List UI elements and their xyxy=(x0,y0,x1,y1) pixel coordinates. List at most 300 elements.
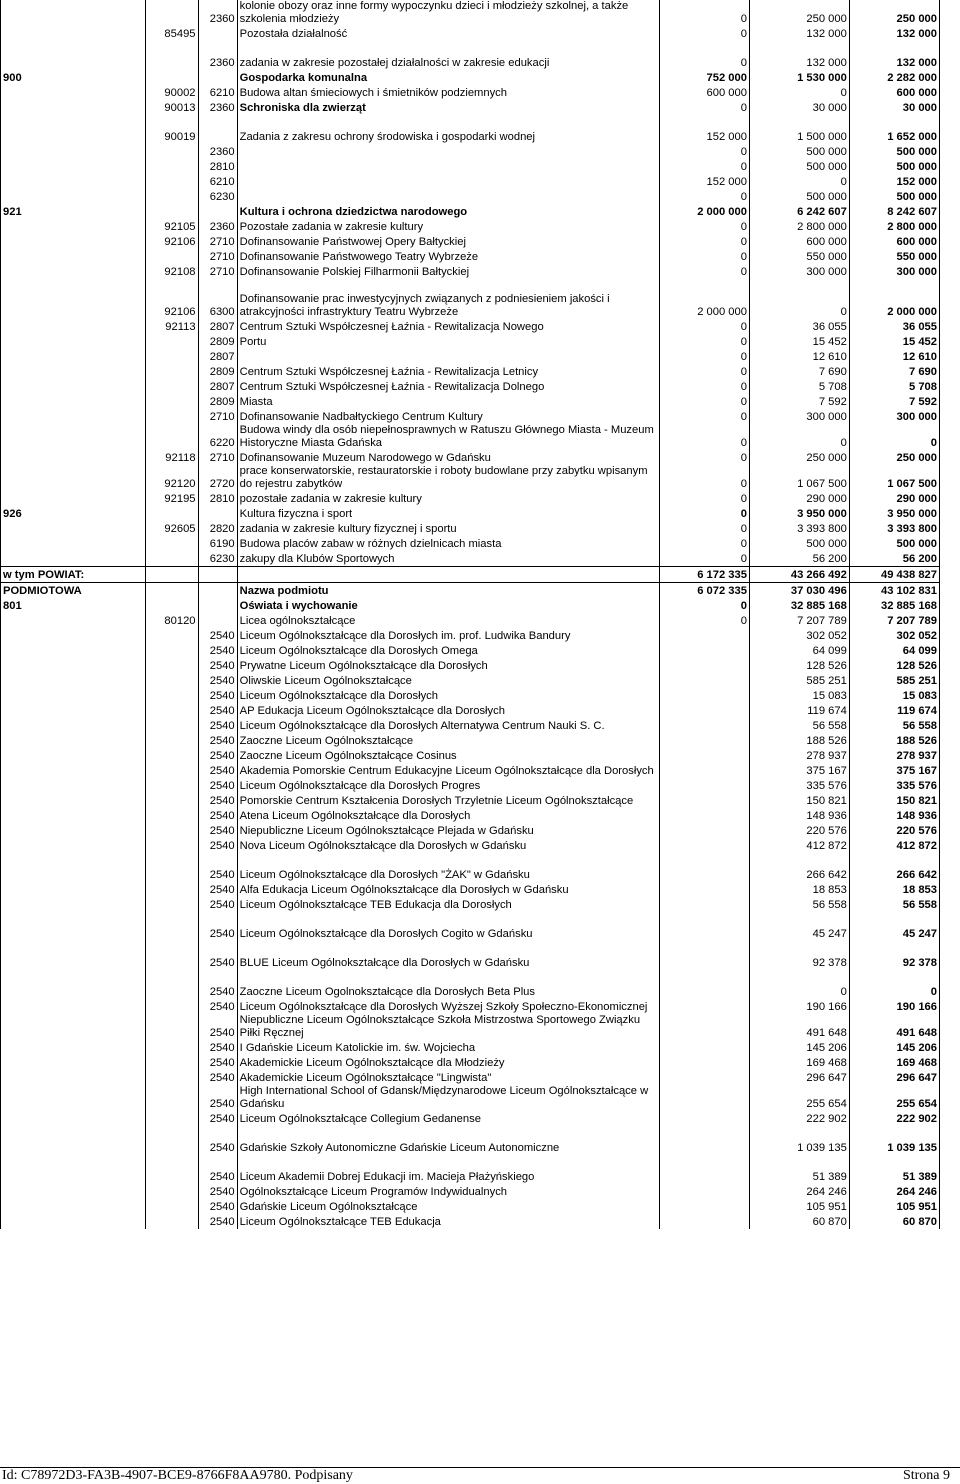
chapter-cell xyxy=(146,1126,198,1140)
chapter-cell: 90019 xyxy=(146,129,198,144)
total-cell: 500 000 xyxy=(849,144,939,159)
chapter-cell xyxy=(146,718,198,733)
amount-cell-2: 2 800 000 xyxy=(749,219,849,234)
chapter-cell xyxy=(146,853,198,867)
table-row xyxy=(1,1140,940,1155)
chapter-cell xyxy=(146,658,198,673)
amount-cell-2: 56 558 xyxy=(749,718,849,733)
amount-cell-2: 550 000 xyxy=(749,249,849,264)
total-cell xyxy=(849,941,939,955)
amount-cell-2: 0 xyxy=(749,293,849,319)
description-cell: Gdańskie Liceum Ogólnokształcące xyxy=(237,1199,659,1214)
section-cell xyxy=(1,628,146,643)
paragraph-cell: 2810 xyxy=(198,491,237,506)
amount-cell-1 xyxy=(659,912,749,926)
description-cell: Oliwskie Liceum Ogólnokształcące xyxy=(237,673,659,688)
paragraph-cell: 2540 xyxy=(198,823,237,838)
table-row xyxy=(1,70,940,85)
description-cell xyxy=(237,1126,659,1140)
amount-cell-1 xyxy=(659,1169,749,1184)
section-cell xyxy=(1,219,146,234)
amount-cell-2: 302 052 xyxy=(749,628,849,643)
amount-cell-1 xyxy=(659,658,749,673)
table-row xyxy=(1,144,940,159)
amount-cell-2: 1 530 000 xyxy=(749,70,849,85)
chapter-cell xyxy=(146,506,198,521)
section-cell: 921 xyxy=(1,204,146,219)
section-cell xyxy=(1,1184,146,1199)
amount-cell-1 xyxy=(659,853,749,867)
section-cell xyxy=(1,115,146,129)
description-cell: Centrum Sztuki Współczesnej Łaźnia - Rewitalizacja Nowego xyxy=(237,319,659,334)
total-cell: 150 821 xyxy=(849,793,939,808)
chapter-cell xyxy=(146,1184,198,1199)
chapter-cell xyxy=(146,823,198,838)
section-cell: 926 xyxy=(1,506,146,521)
total-cell: 290 000 xyxy=(849,491,939,506)
chapter-cell xyxy=(146,189,198,204)
section-cell xyxy=(1,349,146,364)
table-row xyxy=(1,1111,940,1126)
chapter-cell xyxy=(146,159,198,174)
amount-cell-1 xyxy=(659,1070,749,1085)
description-cell: Liceum Ogólnokształcące dla Dorosłych xyxy=(237,688,659,703)
section-cell xyxy=(1,673,146,688)
amount-cell-1: 0 xyxy=(659,424,749,450)
section-cell xyxy=(1,718,146,733)
amount-cell-2: 290 000 xyxy=(749,491,849,506)
total-cell: 2 000 000 xyxy=(849,293,939,319)
description-cell: Oświata i wychowanie xyxy=(237,598,659,613)
spacer-row xyxy=(1,941,940,955)
amount-cell-2: 15 083 xyxy=(749,688,849,703)
amount-cell-1: 0 xyxy=(659,100,749,115)
section-cell xyxy=(1,379,146,394)
section-cell xyxy=(1,867,146,882)
document-id: Id: C78972D3-FA3B-4907-BCE9-8766F8AA9780. Podpisany xyxy=(2,1468,353,1483)
description-cell: Liceum Ogólnokształcące Collegium Gedanense xyxy=(237,1111,659,1126)
total-cell: 45 247 xyxy=(849,926,939,941)
chapter-cell: 92108 xyxy=(146,264,198,279)
amount-cell-1 xyxy=(659,115,749,129)
description-cell xyxy=(237,567,659,583)
chapter-cell xyxy=(146,778,198,793)
description-cell: zadania w zakresie pozostałej działalności w zakresie edukacji xyxy=(237,55,659,70)
description-cell: Dofinansowanie Nadbałtyckiego Centrum Kultury xyxy=(237,409,659,424)
total-cell: 335 576 xyxy=(849,778,939,793)
amount-cell-2: 169 468 xyxy=(749,1055,849,1070)
total-cell: 2 282 000 xyxy=(849,70,939,85)
chapter-cell xyxy=(146,583,198,599)
description-cell xyxy=(237,941,659,955)
description-cell: Niepubliczne Liceum Ogólnokształcące Szkoła Mistrzostwa Sportowego Związku Piłki Ręcznej xyxy=(237,1014,659,1040)
chapter-cell xyxy=(146,748,198,763)
section-cell xyxy=(1,424,146,450)
section-cell xyxy=(1,55,146,70)
amount-cell-2: 375 167 xyxy=(749,763,849,778)
section-cell xyxy=(1,364,146,379)
description-cell: Dofinansowanie Państwowej Opery Bałtyckiej xyxy=(237,234,659,249)
table-row xyxy=(1,1184,940,1199)
section-cell xyxy=(1,897,146,912)
amount-cell-1: 0 xyxy=(659,409,749,424)
paragraph-cell xyxy=(198,941,237,955)
amount-cell-1: 0 xyxy=(659,189,749,204)
amount-cell-1: 0 xyxy=(659,159,749,174)
amount-cell-2: 6 242 607 xyxy=(749,204,849,219)
paragraph-cell: 2540 xyxy=(198,1169,237,1184)
paragraph-cell xyxy=(198,912,237,926)
section-cell xyxy=(1,838,146,853)
amount-cell-2: 250 000 xyxy=(749,0,849,26)
description-cell: Liceum Ogólnokształcące dla Dorosłych "ŻAK" w Gdańsku xyxy=(237,867,659,882)
paragraph-cell xyxy=(198,41,237,55)
description-cell: Liceum Ogólnokształcące dla Dorosłych Wyższej Szkoły Społeczno-Ekonomicznej xyxy=(237,999,659,1014)
amount-cell-2: 132 000 xyxy=(749,55,849,70)
description-cell: Zaoczne Liceum Ogólnokształcące xyxy=(237,733,659,748)
amount-cell-2: 266 642 xyxy=(749,867,849,882)
total-cell: 60 870 xyxy=(849,1214,939,1229)
paragraph-cell: 2540 xyxy=(198,673,237,688)
amount-cell-1: 0 xyxy=(659,521,749,536)
amount-cell-1 xyxy=(659,733,749,748)
amount-cell-1: 0 xyxy=(659,249,749,264)
amount-cell-2: 37 030 496 xyxy=(749,583,849,599)
section-cell xyxy=(1,793,146,808)
total-cell: 375 167 xyxy=(849,763,939,778)
chapter-cell xyxy=(146,70,198,85)
amount-cell-2: 5 708 xyxy=(749,379,849,394)
amount-cell-2: 500 000 xyxy=(749,144,849,159)
section-cell xyxy=(1,1199,146,1214)
paragraph-cell: 6210 xyxy=(198,85,237,100)
amount-cell-2: 250 000 xyxy=(749,450,849,465)
section-cell xyxy=(1,926,146,941)
description-cell: Miasta xyxy=(237,394,659,409)
amount-cell-1 xyxy=(659,41,749,55)
paragraph-cell: 2540 xyxy=(198,718,237,733)
amount-cell-2: 56 558 xyxy=(749,897,849,912)
amount-cell-1: 0 xyxy=(659,364,749,379)
table-row xyxy=(1,394,940,409)
amount-cell-2: 220 576 xyxy=(749,823,849,838)
description-cell: Gdańskie Szkoły Autonomiczne Gdańskie Liceum Autonomiczne xyxy=(237,1140,659,1155)
description-cell: Niepubliczne Liceum Ogólnokształcące Plejada w Gdańsku xyxy=(237,823,659,838)
spacer-row xyxy=(1,1126,940,1140)
total-cell: 49 438 827 xyxy=(849,567,939,583)
chapter-cell xyxy=(146,0,198,26)
chapter-cell xyxy=(146,1214,198,1229)
section-cell xyxy=(1,409,146,424)
total-cell: 92 378 xyxy=(849,955,939,970)
amount-cell-1: 752 000 xyxy=(659,70,749,85)
table-row xyxy=(1,897,940,912)
chapter-cell xyxy=(146,838,198,853)
amount-cell-2 xyxy=(749,41,849,55)
description-cell: Budowa placów zabaw w różnych dzielnicach miasta xyxy=(237,536,659,551)
chapter-cell: 90002 xyxy=(146,85,198,100)
total-cell: 7 592 xyxy=(849,394,939,409)
paragraph-cell: 2540 xyxy=(198,763,237,778)
paragraph-cell xyxy=(198,26,237,41)
amount-cell-1 xyxy=(659,643,749,658)
table-row xyxy=(1,1055,940,1070)
total-cell: 500 000 xyxy=(849,189,939,204)
amount-cell-2: 7 690 xyxy=(749,364,849,379)
paragraph-cell: 2540 xyxy=(198,658,237,673)
amount-cell-1 xyxy=(659,628,749,643)
section-cell xyxy=(1,26,146,41)
amount-cell-1 xyxy=(659,1014,749,1040)
amount-cell-1 xyxy=(659,1126,749,1140)
table-row xyxy=(1,204,940,219)
section-cell: w tym POWIAT: xyxy=(1,567,146,583)
description-cell: Schroniska dla zwierząt xyxy=(237,100,659,115)
table-row xyxy=(1,598,940,613)
table-row xyxy=(1,364,940,379)
amount-cell-2: 3 950 000 xyxy=(749,506,849,521)
section-cell xyxy=(1,491,146,506)
amount-cell-2 xyxy=(749,941,849,955)
amount-cell-1: 6 072 335 xyxy=(659,583,749,599)
description-cell xyxy=(237,159,659,174)
description-cell: prace konserwatorskie, restauratorskie i roboty budowlane przy zabytku wpisanym do rejestru zabytków xyxy=(237,465,659,491)
paragraph-cell: 2540 xyxy=(198,1014,237,1040)
amount-cell-2: 45 247 xyxy=(749,926,849,941)
total-cell: 255 654 xyxy=(849,1085,939,1111)
section-cell xyxy=(1,85,146,100)
total-cell: 302 052 xyxy=(849,628,939,643)
section-cell xyxy=(1,465,146,491)
total-cell: 188 526 xyxy=(849,733,939,748)
description-cell: zakupy dla Klubów Sportowych xyxy=(237,551,659,567)
total-cell: 300 000 xyxy=(849,409,939,424)
description-cell: Licea ogólnokształcące xyxy=(237,613,659,628)
description-cell xyxy=(237,912,659,926)
total-cell: 222 902 xyxy=(849,1111,939,1126)
paragraph-cell: 2710 xyxy=(198,450,237,465)
section-cell xyxy=(1,234,146,249)
section-cell xyxy=(1,823,146,838)
section-cell xyxy=(1,129,146,144)
amount-cell-1 xyxy=(659,1155,749,1169)
chapter-cell xyxy=(146,279,198,293)
paragraph-cell: 2540 xyxy=(198,1055,237,1070)
amount-cell-2: 222 902 xyxy=(749,1111,849,1126)
paragraph-cell xyxy=(198,583,237,599)
amount-cell-1: 6 172 335 xyxy=(659,567,749,583)
chapter-cell xyxy=(146,1055,198,1070)
total-cell: 145 206 xyxy=(849,1040,939,1055)
table-row xyxy=(1,1085,940,1111)
amount-cell-1 xyxy=(659,882,749,897)
amount-cell-2 xyxy=(749,279,849,293)
amount-cell-1 xyxy=(659,1199,749,1214)
total-cell: 500 000 xyxy=(849,159,939,174)
description-cell: zadania w zakresie kultury fizycznej i sportu xyxy=(237,521,659,536)
amount-cell-2: 500 000 xyxy=(749,159,849,174)
table-row xyxy=(1,926,940,941)
chapter-cell xyxy=(146,364,198,379)
chapter-cell xyxy=(146,673,198,688)
table-row xyxy=(1,748,940,763)
amount-cell-1: 152 000 xyxy=(659,129,749,144)
amount-cell-2: 7 207 789 xyxy=(749,613,849,628)
amount-cell-2: 600 000 xyxy=(749,234,849,249)
amount-cell-2: 60 870 xyxy=(749,1214,849,1229)
table-row xyxy=(1,100,940,115)
amount-cell-1 xyxy=(659,688,749,703)
chapter-cell xyxy=(146,394,198,409)
paragraph-cell: 6220 xyxy=(198,424,237,450)
total-cell: 2 800 000 xyxy=(849,219,939,234)
amount-cell-1: 0 xyxy=(659,394,749,409)
description-cell xyxy=(237,349,659,364)
description-cell: Nova Liceum Ogólnokształcące dla Dorosłych w Gdańsku xyxy=(237,838,659,853)
table-row xyxy=(1,733,940,748)
amount-cell-1: 0 xyxy=(659,26,749,41)
amount-cell-2: 145 206 xyxy=(749,1040,849,1055)
section-cell xyxy=(1,1085,146,1111)
paragraph-cell: 2360 xyxy=(198,0,237,26)
amount-cell-2: 119 674 xyxy=(749,703,849,718)
description-cell: Atena Liceum Ogólnokształcące dla Dorosłych xyxy=(237,808,659,823)
description-cell xyxy=(237,1155,659,1169)
section-cell xyxy=(1,1055,146,1070)
table-row xyxy=(1,999,940,1014)
description-cell: kolonie obozy oraz inne formy wypoczynku dzieci i młodzieży szkolnej, a także szkolenia młodzieży xyxy=(237,0,659,26)
amount-cell-2: 0 xyxy=(749,424,849,450)
paragraph-cell: 2540 xyxy=(198,808,237,823)
paragraph-cell: 2540 xyxy=(198,1085,237,1111)
section-cell xyxy=(1,264,146,279)
total-cell: 1 652 000 xyxy=(849,129,939,144)
amount-cell-1 xyxy=(659,867,749,882)
amount-cell-1 xyxy=(659,718,749,733)
amount-cell-1 xyxy=(659,703,749,718)
amount-cell-2: 335 576 xyxy=(749,778,849,793)
description-cell xyxy=(237,853,659,867)
description-cell: Akademia Pomorskie Centrum Edukacyjne Liceum Ogólnokształcące dla Dorosłych xyxy=(237,763,659,778)
amount-cell-1 xyxy=(659,897,749,912)
description-cell xyxy=(237,279,659,293)
table-row xyxy=(1,867,940,882)
amount-cell-2: 278 937 xyxy=(749,748,849,763)
amount-cell-1 xyxy=(659,955,749,970)
description-cell: Zaoczne Liceum Ogolnokształcące dla Dorosłych Beta Plus xyxy=(237,984,659,999)
table-row xyxy=(1,1070,940,1085)
table-row xyxy=(1,1214,940,1229)
total-cell xyxy=(849,912,939,926)
paragraph-cell: 2540 xyxy=(198,628,237,643)
description-cell: Centrum Sztuki Współczesnej Łaźnia - Rewitalizacja Dolnego xyxy=(237,379,659,394)
paragraph-cell: 2710 xyxy=(198,234,237,249)
total-cell: 1 067 500 xyxy=(849,465,939,491)
section-cell xyxy=(1,1111,146,1126)
amount-cell-1: 0 xyxy=(659,55,749,70)
amount-cell-1: 0 xyxy=(659,551,749,567)
description-cell: Akademickie Liceum Ogólnokształcące "Lingwista" xyxy=(237,1070,659,1085)
section-cell xyxy=(1,778,146,793)
amount-cell-2: 3 393 800 xyxy=(749,521,849,536)
section-cell xyxy=(1,1169,146,1184)
spacer-row xyxy=(1,912,940,926)
amount-cell-1 xyxy=(659,673,749,688)
description-cell xyxy=(237,970,659,984)
table-row xyxy=(1,583,940,599)
description-cell: Budowa windy dla osób niepełnosprawnych w Ratuszu Głównego Miasta - Muzeum Historyczne Miasta Gdańska xyxy=(237,424,659,450)
description-cell: Gospodarka komunalna xyxy=(237,70,659,85)
description-cell xyxy=(237,115,659,129)
amount-cell-2: 188 526 xyxy=(749,733,849,748)
chapter-cell xyxy=(146,628,198,643)
chapter-cell xyxy=(146,55,198,70)
paragraph-cell: 6230 xyxy=(198,551,237,567)
total-cell: 15 083 xyxy=(849,688,939,703)
table-row xyxy=(1,882,940,897)
amount-cell-1: 2 000 000 xyxy=(659,293,749,319)
total-cell: 18 853 xyxy=(849,882,939,897)
amount-cell-1 xyxy=(659,999,749,1014)
description-cell: High International School of Gdansk/Międzynarodowe Liceum Ogólnokształcące w Gdańsku xyxy=(237,1085,659,1111)
page-number: Strona 9 xyxy=(902,1468,950,1483)
table-row xyxy=(1,379,940,394)
table-row xyxy=(1,551,940,567)
amount-cell-1 xyxy=(659,793,749,808)
chapter-cell xyxy=(146,897,198,912)
paragraph-cell: 2710 xyxy=(198,264,237,279)
section-cell xyxy=(1,293,146,319)
paragraph-cell: 6230 xyxy=(198,189,237,204)
table-row xyxy=(1,249,940,264)
total-cell: 3 950 000 xyxy=(849,506,939,521)
chapter-cell xyxy=(146,1199,198,1214)
section-cell xyxy=(1,551,146,567)
description-cell: Pozostałe zadania w zakresie kultury xyxy=(237,219,659,234)
amount-cell-1: 0 xyxy=(659,506,749,521)
section-cell xyxy=(1,279,146,293)
chapter-cell: 85495 xyxy=(146,26,198,41)
table-row xyxy=(1,955,940,970)
paragraph-cell: 2540 xyxy=(198,643,237,658)
amount-cell-2: 105 951 xyxy=(749,1199,849,1214)
description-cell: Liceum Akademii Dobrej Edukacji im. Macieja Płażyńskiego xyxy=(237,1169,659,1184)
section-cell xyxy=(1,984,146,999)
chapter-cell xyxy=(146,763,198,778)
paragraph-cell: 2807 xyxy=(198,349,237,364)
section-cell xyxy=(1,1126,146,1140)
total-cell: 7 207 789 xyxy=(849,613,939,628)
spacer-row xyxy=(1,1155,940,1169)
total-cell: 266 642 xyxy=(849,867,939,882)
paragraph-cell xyxy=(198,115,237,129)
chapter-cell xyxy=(146,882,198,897)
section-cell: 900 xyxy=(1,70,146,85)
section-cell xyxy=(1,319,146,334)
total-cell xyxy=(849,1126,939,1140)
paragraph-cell: 2540 xyxy=(198,703,237,718)
description-cell: Alfa Edukacja Liceum Ogólnokształcące dla Dorosłych w Gdańsku xyxy=(237,882,659,897)
amount-cell-1 xyxy=(659,279,749,293)
chapter-cell xyxy=(146,643,198,658)
description-cell: Pozostała działalność xyxy=(237,26,659,41)
chapter-cell xyxy=(146,598,198,613)
paragraph-cell xyxy=(198,613,237,628)
table-row xyxy=(1,718,940,733)
section-cell xyxy=(1,159,146,174)
chapter-cell xyxy=(146,688,198,703)
total-cell: 15 452 xyxy=(849,334,939,349)
